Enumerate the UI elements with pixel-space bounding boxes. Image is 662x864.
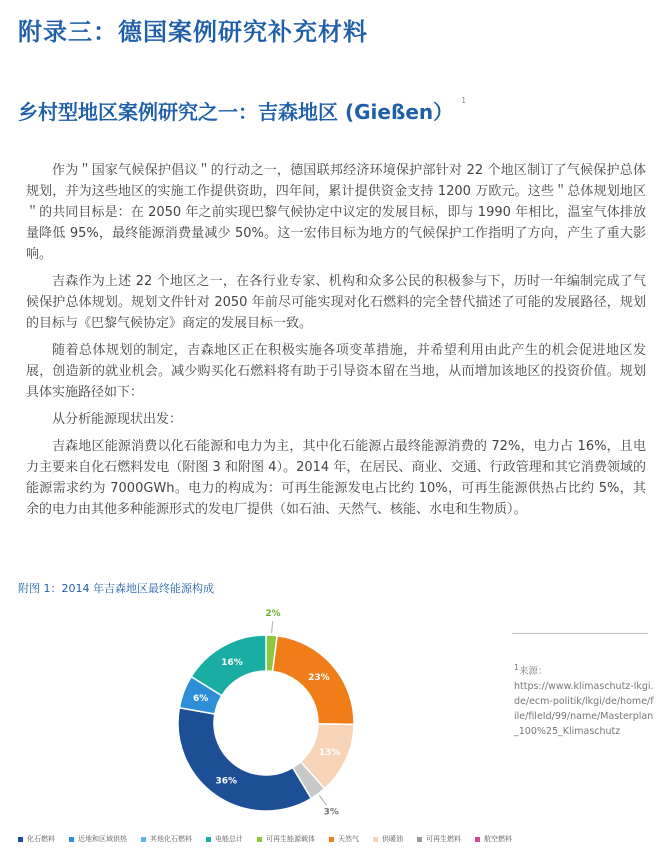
footnote-reference: 1 xyxy=(461,96,467,105)
footnote xyxy=(514,660,654,739)
paragraph: 作为＂国家气候保护倡议＂的行动之一，德国联邦经济环境保护部针对 22 个地区制订了气候保护总体规划，并为这些地区的实施工作提供资助，四年间，累计提供资金支持 1200 万欧元。这些＂总体规划地区＂的共同目标是：在 2050 年之前实现巴黎气候协定中议定的发展目标，即与 1990 年相比，温室气体排放量降低 95%，最终能源消费量减少 50%。这一宏伟目标为地方的气候保护工作指明了方向，产生了重大影响。 xyxy=(26,163,646,262)
legend-swatch xyxy=(69,837,74,842)
legend-swatch xyxy=(206,837,211,842)
footnote-divider xyxy=(512,633,648,634)
legend-swatch xyxy=(373,837,378,842)
legend-label: 其他化石燃料 xyxy=(150,835,192,843)
footnote-label: 来源： xyxy=(519,666,548,678)
paragraph: 从分析能源现状出发： xyxy=(52,412,183,427)
legend-item xyxy=(417,834,461,844)
slice-label: 6% xyxy=(192,694,209,705)
paragraph: 随着总体规划的制定，吉森地区正在积极实施各项变革措施，并希望利用由此产生的机会促进地区发展，创造新的就业机会。减少购买化石燃料将有助于引导资本留在当地，从而增加该地区的投资价值。规划具体实施路径如下： xyxy=(26,343,646,400)
legend-swatch xyxy=(475,837,480,842)
legend-item xyxy=(18,834,55,844)
legend-label: 可再生燃料 xyxy=(426,835,461,843)
legend-label: 天然气 xyxy=(338,835,359,843)
legend-swatch xyxy=(417,837,422,842)
legend-item xyxy=(373,834,403,844)
legend-item xyxy=(329,834,359,844)
legend-label: 航空燃料 xyxy=(484,835,512,843)
legend-item xyxy=(257,834,315,844)
footnote-label-line xyxy=(514,660,654,679)
slice-label: 3% xyxy=(323,807,339,818)
slice-label: 13% xyxy=(318,748,341,759)
legend-label: 供暖油 xyxy=(382,835,403,843)
chart-legend xyxy=(18,834,658,844)
legend-label: 可再生能源载体 xyxy=(266,835,315,843)
pie-slice xyxy=(178,708,311,811)
leader-line xyxy=(272,621,273,633)
legend-item xyxy=(69,834,127,844)
slice-label: 36% xyxy=(215,776,238,787)
footnote-url: https://www.klimaschutz-lkgi.de/ecm-politik/lkgi/de/home/file/fileId/99/name/Masterplan_100%25_Klimaschutz xyxy=(514,681,654,738)
legend-swatch xyxy=(257,837,262,842)
legend-label: 近地和区域供热 xyxy=(78,835,127,843)
legend-item xyxy=(475,834,512,844)
slice-label: 23% xyxy=(308,673,330,684)
figure-title: 附图 1：2014 年吉森地区最终能源构成 xyxy=(18,582,214,595)
legend-swatch xyxy=(18,837,23,842)
legend-label: 电能总计 xyxy=(215,835,243,843)
legend-swatch xyxy=(141,837,146,842)
section-heading-text: 乡村型地区案例研究之一：吉森地区 (Gießen） xyxy=(18,100,454,124)
slice-label: 16% xyxy=(221,657,243,668)
legend-swatch xyxy=(329,837,334,842)
page-heading: 附录三：德国案例研究补充材料 xyxy=(18,18,368,46)
slice-label: 2% xyxy=(265,609,281,620)
legend-label: 化石燃料 xyxy=(27,835,55,843)
paragraph: 吉森地区能源消费以化石能源和电力为主，其中化石能源占最终能源消费的 72%，电力占 16%，且电力主要来自化石燃料发电（附图 3 和附图 4）。2014 年，在居民、商业、交通、行政管理和其它消费领域的能源需求约为 7000GWh。电力的构成为：可再生能源发电占比约 10%，可再生能源供热占比约 5%，其余的电力由其他多种能源形式的发电厂提供（如石油、天然气、核能、水电和生物质）。 xyxy=(26,439,646,517)
legend-item xyxy=(141,834,192,844)
leader-line xyxy=(319,795,326,805)
footnote-mark: 1 xyxy=(514,663,520,672)
legend-item xyxy=(206,834,243,844)
paragraph: 吉森作为上述 22 个地区之一，在各行业专家、机构和众多公民的积极参与下，历时一年编制完成了气候保护总体规划。规划文件针对 2050 年前尽可能实现对化石燃料的完全替代描述了可能的发展路径，规划的目标与《巴黎气候协定》商定的发展目标一致。 xyxy=(26,274,646,331)
